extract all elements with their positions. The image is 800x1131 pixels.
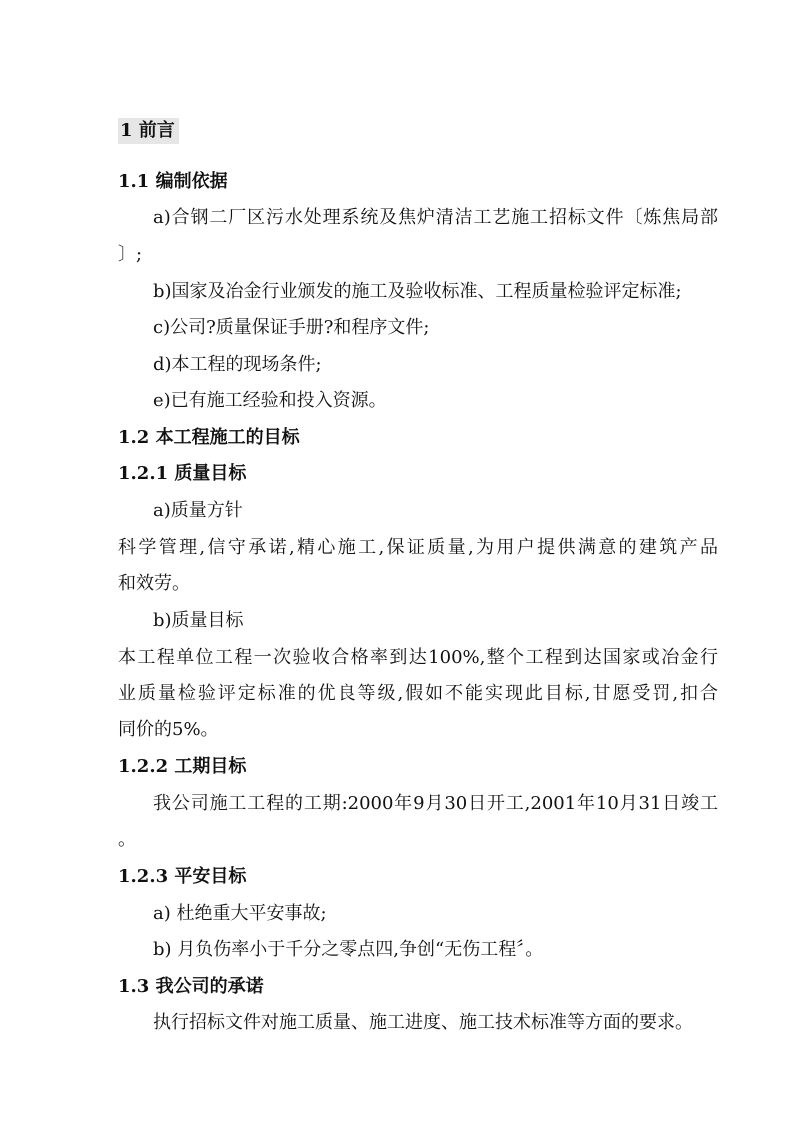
quality-goal-text-line1: 本工程单位工程一次验收合格率到达100%,整个工程到达国家或冶金行 xyxy=(118,647,718,668)
schedule-text-line2: 。 xyxy=(118,829,136,850)
basis-item-a-line1: a)合钢二厂区污水处理系统及焦炉清洁工艺施工招标文件〔炼焦局部 xyxy=(153,207,718,228)
quality-goal-text-line3: 同价的5%。 xyxy=(118,719,219,740)
quality-policy-label: a)质量方针 xyxy=(153,500,243,521)
safety-item-b: b) 月负伤率小于千分之零点四,争创“无伤工程〞。 xyxy=(153,939,544,960)
basis-item-e: e)已有施工经验和投入资源。 xyxy=(153,390,387,411)
quality-policy-text-line2: 和效劳。 xyxy=(118,573,190,594)
section-heading-1 xyxy=(118,118,718,144)
heading-1-2: 1.2 本工程施工的目标 xyxy=(118,427,300,448)
heading-1-2-1: 1.2.1 质量目标 xyxy=(118,463,247,484)
heading-1-2-3: 1.2.3 平安目标 xyxy=(118,866,247,887)
commitment-text-line1: 执行招标文件对施工质量、施工进度、施工技术标准等方面的要求。 xyxy=(153,1012,693,1033)
section-heading-1-text: 1 前言 xyxy=(118,118,179,144)
basis-item-d: d)本工程的现场条件; xyxy=(153,354,322,375)
heading-1-2-2: 1.2.2 工期目标 xyxy=(118,756,247,777)
basis-item-a-line2: 〕; xyxy=(118,244,143,265)
safety-item-a: a) 杜绝重大平安事故; xyxy=(153,903,327,924)
basis-item-c: c)公司?质量保证手册?和程序文件; xyxy=(153,317,430,338)
basis-item-b: b)国家及冶金行业颁发的施工及验收标准、工程质量检验评定标准; xyxy=(153,281,682,302)
heading-1-3: 1.3 我公司的承诺 xyxy=(118,976,264,997)
heading-1-1: 1.1 编制依据 xyxy=(118,171,228,192)
schedule-text-line1: 我公司施工工程的工期:2000年9月30日开工,2001年10月31日竣工 xyxy=(153,793,718,814)
quality-policy-text-line1: 科学管理,信守承诺,精心施工,保证质量,为用户提供满意的建筑产品 xyxy=(118,537,718,558)
quality-goal-text-line2: 业质量检验评定标准的优良等级,假如不能实现此目标,甘愿受罚,扣合 xyxy=(118,683,718,704)
quality-goal-label: b)质量目标 xyxy=(153,610,244,631)
